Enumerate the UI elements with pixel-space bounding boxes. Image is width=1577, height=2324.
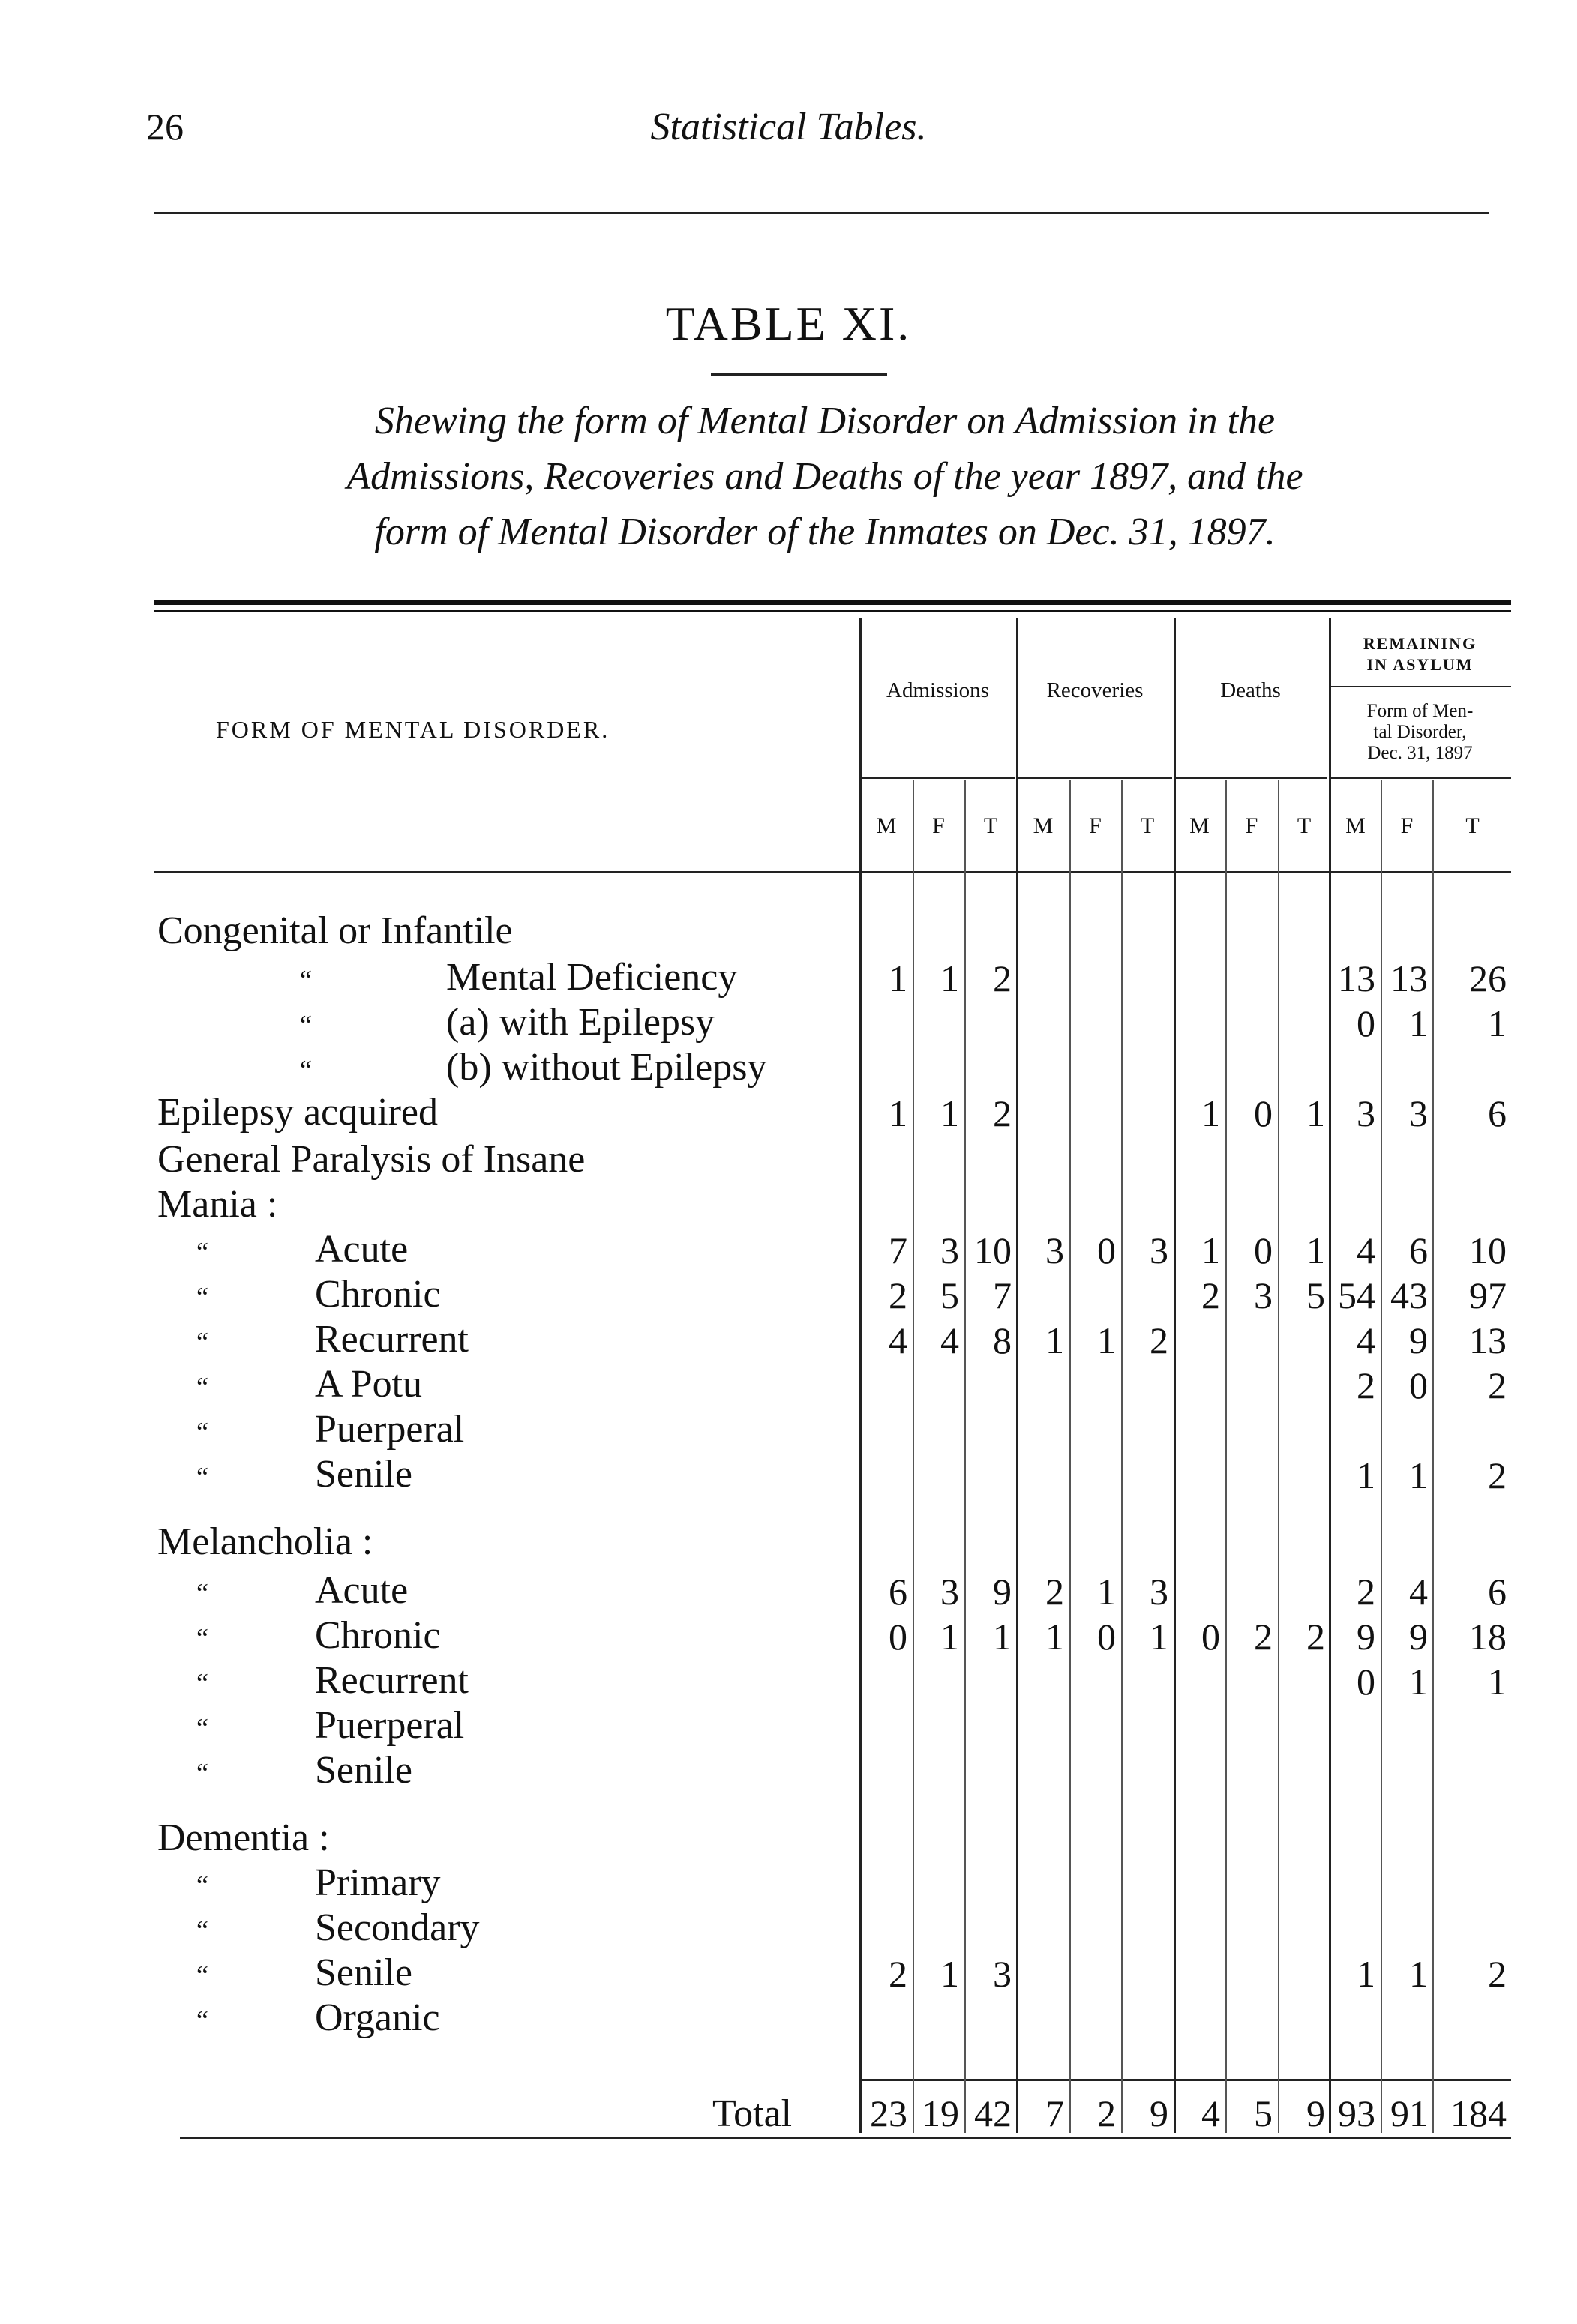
total-cell: 9 <box>1306 2092 1325 2134</box>
table-cell: 97 <box>1469 1274 1507 1316</box>
subtitle-line: form of Mental Disorder of the Inmates on Dec. 31, 1897. <box>374 511 1276 553</box>
table-cell: 1 <box>940 957 959 999</box>
subcol-header: T <box>983 813 998 838</box>
remaining-title-rule <box>1331 686 1511 687</box>
row-label: (a) with Epilepsy <box>446 1001 715 1044</box>
table-cell: 1 <box>1409 1953 1428 1995</box>
table-cell: 2 <box>1488 1953 1507 1995</box>
table-cell: 6 <box>1488 1571 1507 1613</box>
row-label: Recurrent <box>315 1659 469 1702</box>
table-cell: 0 <box>1201 1616 1220 1658</box>
table-cell: 1 <box>1045 1319 1064 1361</box>
table-cell: 3 <box>1045 1229 1064 1271</box>
table-cell: 5 <box>940 1274 959 1316</box>
table-cell: 2 <box>1488 1364 1507 1406</box>
remaining-subheader <box>1329 701 1511 764</box>
ditto-mark: “ <box>300 1010 312 1040</box>
row-label: Recurrent <box>315 1318 469 1361</box>
row-label: Puerperal <box>315 1408 465 1451</box>
ditto-mark: “ <box>196 1713 208 1743</box>
table-subtitle <box>146 394 1504 560</box>
column-divider <box>1121 780 1123 2133</box>
table-cell: 9 <box>1357 1616 1375 1658</box>
row-label: Senile <box>315 1951 412 1994</box>
table-cell: 2 <box>1488 1454 1507 1496</box>
table-cell: 4 <box>940 1319 959 1361</box>
group-header-deaths: Deaths <box>1220 678 1281 702</box>
row-label: A Potu <box>315 1363 423 1406</box>
table-cell: 1 <box>993 1616 1012 1658</box>
row-label: Primary <box>315 1861 441 1904</box>
column-divider <box>1278 780 1279 2133</box>
table-cell: 9 <box>993 1571 1012 1613</box>
total-cell: 7 <box>1045 2092 1064 2134</box>
group-divider <box>1329 618 1331 2133</box>
subtitle-line: Shewing the form of Mental Disorder on Admission in the <box>374 400 1276 442</box>
remaining-sub-line: Dec. 31, 1897 <box>1367 743 1473 763</box>
table-top-rule <box>154 600 1511 605</box>
table-cell: 2 <box>1254 1616 1273 1658</box>
table-cell: 0 <box>1097 1616 1116 1658</box>
table-cell: 2 <box>1201 1274 1220 1316</box>
table-cell: 13 <box>1469 1319 1507 1361</box>
subcol-header: M <box>1189 813 1210 838</box>
total-cell: 9 <box>1150 2092 1168 2134</box>
ditto-mark: “ <box>196 1372 208 1402</box>
table-cell: 1 <box>1097 1571 1116 1613</box>
stub-header: FORM OF MENTAL DISORDER. <box>216 716 610 743</box>
ditto-mark: “ <box>196 1578 208 1608</box>
table-cell: 2 <box>993 1092 1012 1134</box>
subcol-header: F <box>1245 813 1258 838</box>
table-cell: 3 <box>940 1571 959 1613</box>
table-cell: 1 <box>1357 1953 1375 1995</box>
subcol-header: F <box>1400 813 1414 838</box>
table-cell: 1 <box>940 1092 959 1134</box>
row-label: Mania : <box>157 1183 278 1226</box>
ditto-mark: “ <box>196 1870 208 1900</box>
table-cell: 1 <box>1357 1454 1375 1496</box>
table-cell: 6 <box>889 1571 907 1613</box>
table-cell: 13 <box>1338 957 1375 999</box>
table-cell: 9 <box>1409 1319 1428 1361</box>
subcol-header: T <box>1297 813 1312 838</box>
table-cell: 2 <box>1306 1616 1325 1658</box>
table-cell: 13 <box>1390 957 1428 999</box>
row-label: Puerperal <box>315 1704 465 1747</box>
table-cell: 7 <box>889 1229 907 1271</box>
subcol-header: T <box>1140 813 1155 838</box>
table-cell: 1 <box>1097 1319 1116 1361</box>
row-label: Congenital or Infantile <box>157 909 513 952</box>
row-label: General Paralysis of Insane <box>157 1138 586 1181</box>
subcol-header: M <box>1345 813 1366 838</box>
table-cell: 3 <box>1150 1229 1168 1271</box>
row-label: Acute <box>315 1569 409 1612</box>
row-label: Secondary <box>315 1906 480 1949</box>
ditto-mark: “ <box>196 1327 208 1357</box>
table-cell: 4 <box>1357 1229 1375 1271</box>
ditto-mark: “ <box>300 1055 312 1085</box>
ditto-mark: “ <box>196 1282 208 1312</box>
ditto-mark: “ <box>300 965 312 995</box>
subcol-header: M <box>876 813 897 838</box>
table-cell: 43 <box>1390 1274 1428 1316</box>
total-cell: 19 <box>922 2092 959 2134</box>
total-label: Total <box>712 2092 793 2135</box>
table-cell: 1 <box>1150 1616 1168 1658</box>
subtitle-line: Admissions, Recoveries and Deaths of the year 1897, and the <box>346 455 1303 498</box>
table-cell: 0 <box>1357 1002 1375 1044</box>
header-rule <box>154 212 1489 214</box>
row-label: Senile <box>315 1453 412 1496</box>
table-cell: 2 <box>1357 1571 1375 1613</box>
table-cell: 26 <box>1469 957 1507 999</box>
column-divider <box>913 780 914 2133</box>
remaining-line: REMAINING <box>1363 634 1477 653</box>
table-cell: 1 <box>1409 1661 1428 1703</box>
table-cell: 10 <box>974 1229 1012 1271</box>
ditto-mark: “ <box>196 1915 208 1945</box>
remaining-line: IN ASYLUM <box>1366 655 1474 674</box>
ditto-mark: “ <box>196 1417 208 1447</box>
group-header-rule <box>1331 777 1511 779</box>
table-cell: 54 <box>1338 1274 1375 1316</box>
table-cell: 4 <box>1409 1571 1428 1613</box>
table-cell: 3 <box>1357 1092 1375 1134</box>
table-cell: 1 <box>1409 1454 1428 1496</box>
row-label: (b) without Epilepsy <box>446 1046 767 1089</box>
group-divider <box>1174 618 1176 2133</box>
table-cell: 2 <box>889 1274 907 1316</box>
table-cell: 10 <box>1469 1229 1507 1271</box>
row-label: Organic <box>315 1996 440 2039</box>
table-cell: 0 <box>1097 1229 1116 1271</box>
total-cell: 93 <box>1338 2092 1375 2134</box>
group-divider <box>1016 618 1018 2133</box>
subcol-header: T <box>1465 813 1480 838</box>
total-cell: 4 <box>1201 2092 1220 2134</box>
ditto-mark: “ <box>196 1668 208 1698</box>
remaining-sub-line: Form of Men- <box>1366 701 1474 721</box>
column-divider <box>1069 780 1071 2133</box>
table-cell: 1 <box>1488 1002 1507 1044</box>
table-cell: 3 <box>940 1229 959 1271</box>
table-cell: 0 <box>1357 1661 1375 1703</box>
table-cell: 4 <box>1357 1319 1375 1361</box>
row-label: Chronic <box>315 1614 441 1657</box>
header-bottom-rule <box>154 871 1511 873</box>
title-underline <box>711 373 887 376</box>
table-cell: 1 <box>940 1953 959 1995</box>
row-label: Melancholia : <box>157 1520 373 1563</box>
group-header-remaining <box>1329 633 1511 675</box>
table-cell: 1 <box>940 1616 959 1658</box>
ditto-mark: “ <box>196 1960 208 1990</box>
ditto-mark: “ <box>196 1462 208 1492</box>
table-cell: 1 <box>1045 1616 1064 1658</box>
ditto-mark: “ <box>196 1623 208 1653</box>
table-cell: 3 <box>1150 1571 1168 1613</box>
group-header-rule <box>1018 777 1172 779</box>
running-head: Statistical Tables. <box>650 106 927 148</box>
subcol-header: F <box>1089 813 1102 838</box>
table-cell: 1 <box>1409 1002 1428 1044</box>
table-cell: 6 <box>1409 1229 1428 1271</box>
column-divider <box>1432 780 1434 2133</box>
subcol-header: F <box>932 813 945 838</box>
group-header-rule <box>861 777 1015 779</box>
table-top-rule-thin <box>154 610 1511 612</box>
table-cell: 1 <box>1488 1661 1507 1703</box>
total-cell: 184 <box>1450 2092 1507 2134</box>
total-cell: 91 <box>1390 2092 1428 2134</box>
table-cell: 2 <box>993 957 1012 999</box>
group-header-admissions: Admissions <box>886 678 989 702</box>
row-label: Senile <box>315 1749 412 1792</box>
table-cell: 0 <box>1409 1364 1428 1406</box>
table-cell: 0 <box>1254 1229 1273 1271</box>
table-cell: 0 <box>1254 1092 1273 1134</box>
page-number: 26 <box>146 106 184 148</box>
row-label: Dementia : <box>157 1816 330 1859</box>
table-cell: 1 <box>889 957 907 999</box>
table-title: TABLE XI. <box>665 297 912 350</box>
table-cell: 4 <box>889 1319 907 1361</box>
table-cell: 1 <box>1306 1092 1325 1134</box>
table-cell: 2 <box>1357 1364 1375 1406</box>
subcol-header: M <box>1033 813 1054 838</box>
row-label: Epilepsy acquired <box>157 1091 438 1134</box>
total-cell: 42 <box>974 2092 1012 2134</box>
table-cell: 2 <box>1150 1319 1168 1361</box>
table-cell: 1 <box>1201 1229 1220 1271</box>
table-cell: 18 <box>1469 1616 1507 1658</box>
remaining-sub-line: tal Disorder, <box>1373 722 1467 742</box>
total-cell: 2 <box>1097 2092 1116 2134</box>
group-divider <box>859 618 862 2133</box>
table-cell: 3 <box>993 1953 1012 1995</box>
group-header-rule <box>1175 777 1327 779</box>
row-label: Chronic <box>315 1273 441 1316</box>
column-divider <box>1381 780 1382 2133</box>
table-cell: 2 <box>889 1953 907 1995</box>
row-label: Mental Deficiency <box>446 956 738 999</box>
table-cell: 6 <box>1488 1092 1507 1134</box>
table-cell: 0 <box>889 1616 907 1658</box>
table-cell: 1 <box>889 1092 907 1134</box>
table-cell: 3 <box>1254 1274 1273 1316</box>
ditto-mark: “ <box>196 2005 208 2035</box>
table-cell: 8 <box>993 1319 1012 1361</box>
table-cell: 1 <box>1306 1229 1325 1271</box>
table-bottom-rule <box>180 2137 1511 2139</box>
table-cell: 9 <box>1409 1616 1428 1658</box>
total-rule <box>860 2079 1511 2081</box>
total-cell: 5 <box>1254 2092 1273 2134</box>
table-cell: 5 <box>1306 1274 1325 1316</box>
row-label: Acute <box>315 1228 409 1271</box>
table-cell: 7 <box>993 1274 1012 1316</box>
table-cell: 3 <box>1409 1092 1428 1134</box>
table-cell: 2 <box>1045 1571 1064 1613</box>
ditto-mark: “ <box>196 1237 208 1267</box>
table-cell: 1 <box>1201 1092 1220 1134</box>
ditto-mark: “ <box>196 1758 208 1788</box>
group-header-recoveries: Recoveries <box>1046 678 1144 702</box>
column-divider <box>964 780 966 2133</box>
column-divider <box>1225 780 1227 2133</box>
total-cell: 23 <box>870 2092 907 2134</box>
